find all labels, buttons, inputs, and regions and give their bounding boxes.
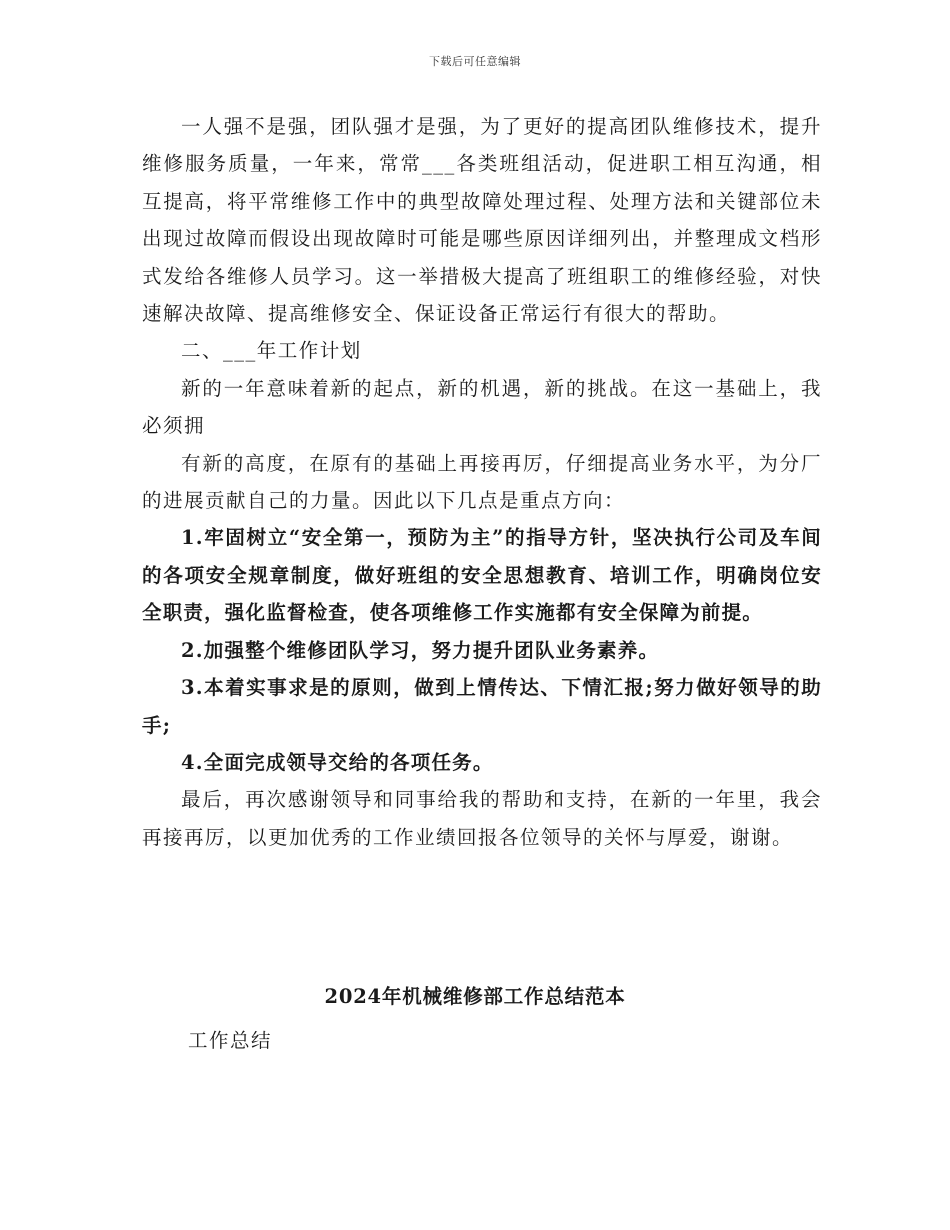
plan-item-2: 2.加强整个维修团队学习，努力提升团队业务素养。 [181, 638, 660, 662]
plan-item-1: 1.牢固树立“安全第一，预防为主”的指导方针，坚决执行公司及车间的各项安全规章制度，做好班组的安全思想教育、培训工作，明确岗位安全职责，强化监督检查，使各项维修工作实施都有安全保障为前提。 [142, 526, 822, 625]
section-heading-summary: 工作总结 [188, 1029, 273, 1052]
paragraph-team-activities: 一人强不是强，团队强才是强，为了更好的提高团队维修技术，提升维修服务质量，一年来，常常___各类班组活动，促进职工相互沟通，相互提高，将平常维修工作中的典型故障处理过程、处理方法和关键部位未出现过故障而假设出现故障时可能是哪些原因详细列出，并整理成文档形式发给各维修人员学习。这一举措极大提高了班组职工的维修经验，对快速解决故障、提高维修安全、保证设备正常运行有很大的帮助。 [142, 115, 822, 326]
document-body [142, 108, 822, 856]
paragraph-closing: 最后，再次感谢领导和同事给我的帮助和支持，在新的一年里，我会再接再厉，以更加优秀的工作业绩回报各位领导的关怀与厚爱，谢谢。 [142, 788, 822, 849]
section-heading-work-plan: 二、___年工作计划 [181, 339, 362, 363]
paragraph-new-height: 有新的高度，在原有的基础上再接再厉，仔细提高业务水平，为分厂的进展贡献自己的力量。因此以下几点是重点方向： [142, 451, 822, 513]
plan-item-4: 4.全面完成领导交给的各项任务。 [181, 750, 494, 774]
document-title: 2024年机械维修部工作总结范本 [324, 985, 626, 1008]
paragraph-new-year: 新的一年意味着新的起点，新的机遇，新的挑战。在这一基础上，我必须拥 [142, 376, 822, 438]
plan-item-3: 3.本着实事求是的原则，做到上情传达、下情汇报;努力做好领导的助手; [142, 676, 822, 737]
page-header: 下载后可任意编辑 [429, 55, 521, 68]
